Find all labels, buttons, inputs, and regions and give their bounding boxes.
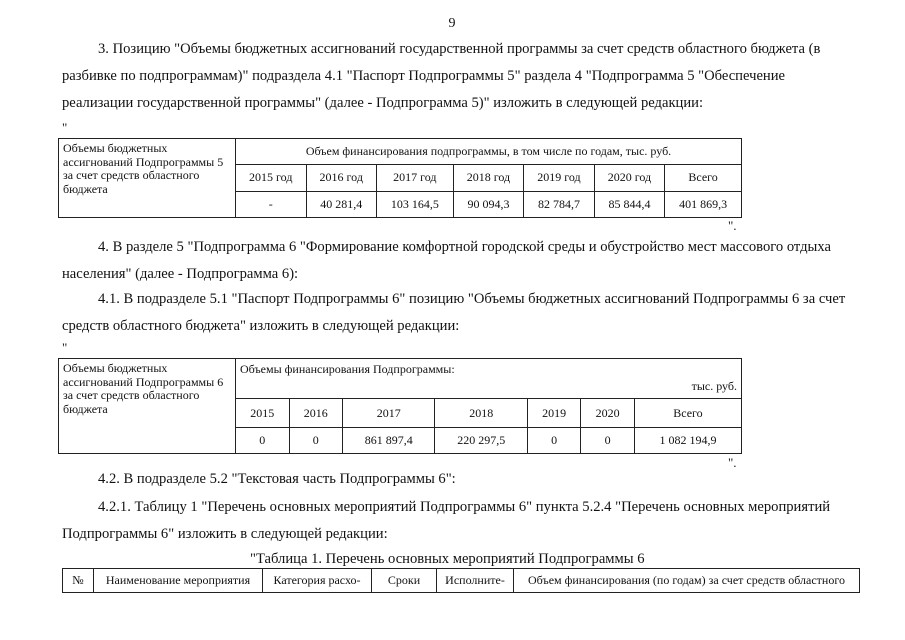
table3-col-funding: Объем финансирования (по годам) за счет средств областного [514,569,860,593]
table1-year: 2016 год [306,165,377,191]
table1-year: 2015 год [236,165,307,191]
table3-col-executor: Исполните- [437,569,514,593]
table2-year: 2020 [581,399,635,427]
activities-table [62,568,860,593]
table3-col-terms: Сроки [372,569,437,593]
budget-table-subprogram-6 [58,358,742,454]
table1-value: 90 094,3 [453,191,524,217]
table1-value: 40 281,4 [306,191,377,217]
table1-value: 82 784,7 [524,191,595,217]
table1-header: Объем финансирования подпрограммы, в том числе по годам, тыс. руб. [236,139,742,165]
table2-value: 861 897,4 [343,427,435,453]
table2-unit: тыс. руб. [691,379,737,394]
table1-value: 85 844,4 [594,191,665,217]
open-quote: " [62,120,68,135]
table1-label: Объемы бюджетных ассигнований Подпрограммы 5 за счет средств областного бюджета [59,139,236,218]
table1-year: 2017 год [377,165,454,191]
table1-value: - [236,191,307,217]
table3-caption: "Таблица 1. Перечень основных мероприятий Подпрограммы 6 [250,551,645,567]
table1-year: 2020 год [594,165,665,191]
table3-col-category: Категория расхо- [263,569,372,593]
paragraph-4-1: 4.1. В подразделе 5.1 "Паспорт Подпрограммы 6" позицию "Объемы бюджетных ассигнований Подпрограммы 6 за счет средств областного бюджета" изложить в следующей редакции: [62,291,846,334]
close-quote: ". [728,455,737,470]
budget-table-subprogram-5 [58,138,742,218]
table2-value: 0 [236,427,290,453]
paragraph-3: 3. Позицию "Объемы бюджетных ассигнований государственной программы за счет средств областного бюджета (в разбивке по подпрограммам)" подраздела 4.1 "Паспорт Подпрограммы 5" раздела 4 "Подпрограмма 5 "Обеспечение реализации государственной программы" (далее - Подпрограмма 5)" изложить в следующей редакции: [62,41,821,111]
table1-total-value: 401 869,3 [665,191,742,217]
table2-year: 2019 [527,399,581,427]
table1-value: 103 164,5 [377,191,454,217]
table2-year: 2017 [343,399,435,427]
table3-col-number: № [63,569,94,593]
table2-header: Объемы финансирования Подпрограммы: [240,362,455,376]
table2-value: 0 [527,427,581,453]
table1-total-header: Всего [665,165,742,191]
table1-year: 2019 год [524,165,595,191]
page-number: 9 [448,16,456,31]
table2-year: 2016 [289,399,343,427]
table2-total-value: 1 082 194,9 [634,427,741,453]
table3-col-name: Наименование мероприятия [94,569,263,593]
open-quote: " [62,340,68,355]
table2-header-cell [236,359,742,399]
table1-year: 2018 год [453,165,524,191]
paragraph-4-2-1: 4.2.1. Таблицу 1 "Перечень основных мероприятий Подпрограммы 6" пункта 5.2.4 "Перечень основных мероприятий Подпрограммы 6" изложить в следующей редакции: [62,499,831,542]
table2-total-header: Всего [634,399,741,427]
table2-value: 220 297,5 [435,427,527,453]
table2-year: 2018 [435,399,527,427]
close-quote: ". [728,218,737,233]
table2-year: 2015 [236,399,290,427]
paragraph-4-2: 4.2. В подразделе 5.2 "Текстовая часть Подпрограммы 6": [98,471,456,487]
table2-label: Объемы бюджетных ассигнований Подпрограммы 6 за счет средств областного бюджета [59,359,236,454]
table2-value: 0 [581,427,635,453]
paragraph-4: 4. В разделе 5 "Подпрограмма 6 "Формирование комфортной городской среды и обустройство мест массового отдыха населения" (далее - Подпрограмма 6): [62,239,831,282]
table2-value: 0 [289,427,343,453]
